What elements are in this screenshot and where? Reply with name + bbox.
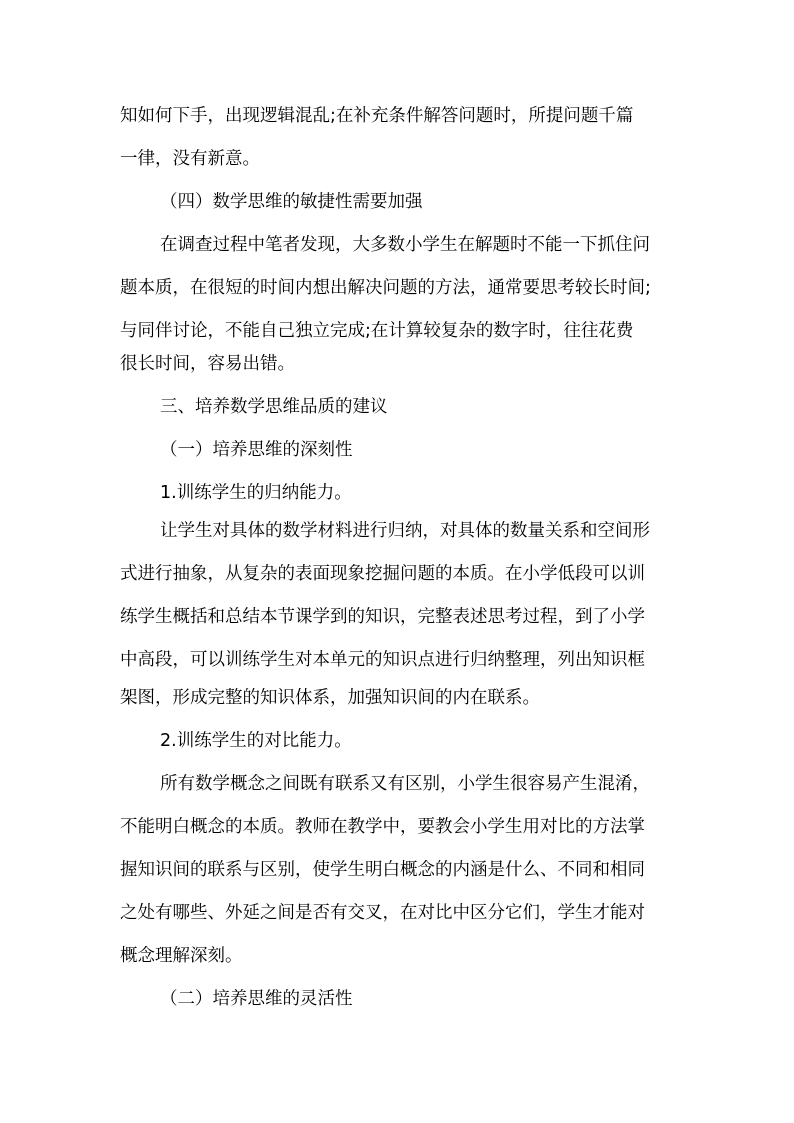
paragraph-line: 知如何下手，出现逻辑混乱;在补充条件解答问题时，所提问题千篇 — [120, 106, 634, 126]
paragraph-line: 与同伴讨论，不能自己独立完成;在计算较复杂的数字时，往往花费 — [120, 321, 634, 341]
subheading-1: 1.训练学生的归纳能力。 — [160, 483, 352, 503]
paragraph-line: 握知识间的联系与区别，使学生明白概念的内涵是什么、不同和相同 — [120, 860, 645, 880]
paragraph-line: 所有数学概念之间既有联系又有区别，小学生很容易产生混淆， — [160, 774, 650, 794]
paragraph-line: 之处有哪些、外延之间是否有交叉，在对比中区分它们，学生才能对 — [120, 903, 645, 923]
paragraph-line: 架图，形成完整的知识体系，加强知识间的内在联系。 — [120, 688, 540, 708]
paragraph-line: 题本质，在很短的时间内想出解决问题的方法，通常要思考较长时间; — [120, 278, 651, 298]
section-heading-1: （一）培养思维的深刻性 — [160, 440, 353, 460]
paragraph-line: 一律，没有新意。 — [120, 149, 260, 169]
paragraph-line: 式进行抽象，从复杂的表面现象挖掘问题的本质。在小学低段可以训 — [120, 564, 645, 584]
section-heading-2: （二）培养思维的灵活性 — [160, 989, 353, 1009]
paragraph-line: 概念理解深刻。 — [120, 946, 243, 966]
paragraph-line: 中高段，可以训练学生对本单元的知识点进行归纳整理，列出知识框 — [120, 650, 645, 670]
subheading-2: 2.训练学生的对比能力。 — [160, 731, 352, 751]
paragraph-line: 练学生概括和总结本节课学到的知识，完整表述思考过程，到了小学 — [120, 607, 645, 627]
section-heading-4: （四）数学思维的敏捷性需要加强 — [160, 192, 423, 212]
paragraph-line: 不能明白概念的本质。教师在教学中，要教会小学生用对比的方法掌 — [120, 817, 645, 837]
paragraph-line: 让学生对具体的数学材料进行归纳，对具体的数量关系和空间形 — [160, 521, 650, 541]
paragraph-line: 很长时间，容易出错。 — [120, 354, 295, 374]
paragraph-line: 在调查过程中笔者发现，大多数小学生在解题时不能一下抓住问 — [160, 235, 650, 255]
chapter-heading-3: 三、培养数学思维品质的建议 — [160, 397, 388, 417]
